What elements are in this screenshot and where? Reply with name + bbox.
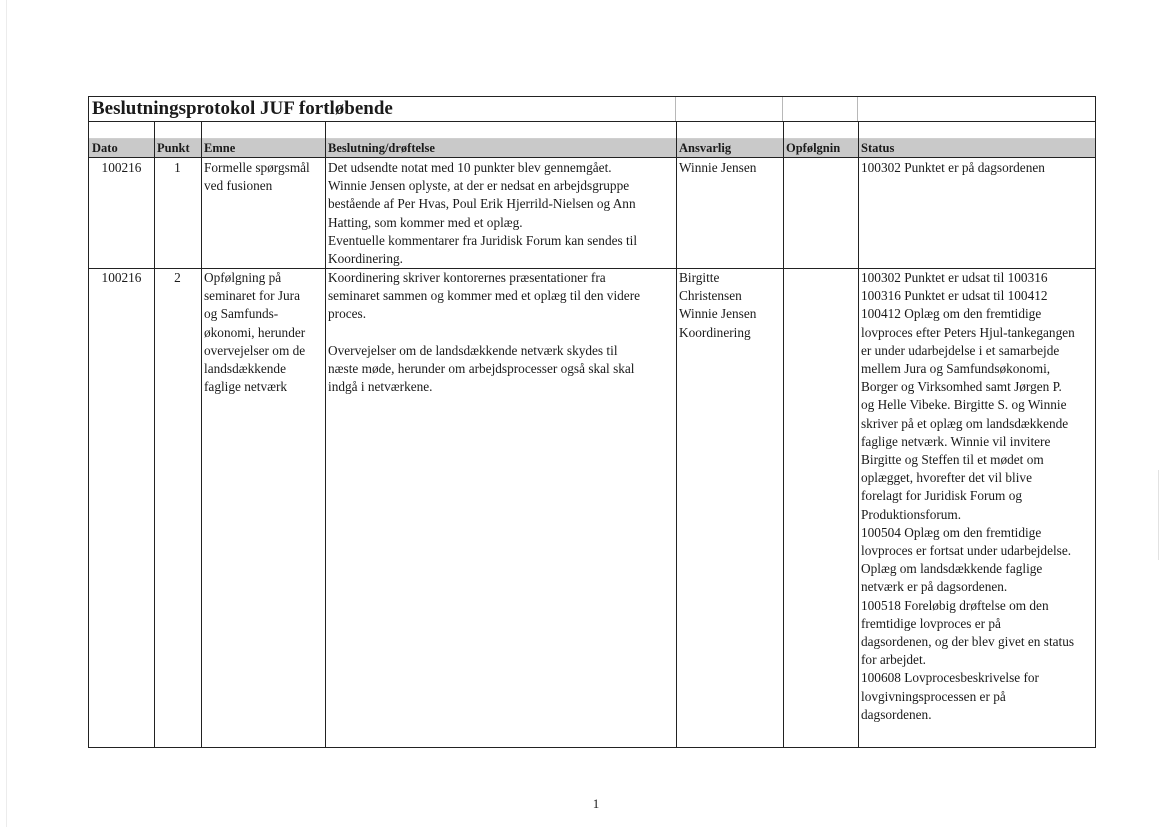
column-divider (201, 121, 202, 747)
column-divider (676, 121, 677, 747)
decision-protocol-table (88, 96, 1096, 748)
column-divider (858, 121, 859, 747)
page-number: 1 (592, 796, 600, 811)
row1-dato: 100216 (101, 160, 142, 175)
header-emne: Emne (204, 141, 236, 155)
column-divider (325, 121, 326, 747)
scan-edge-shadow (1158, 470, 1159, 560)
column-divider (154, 121, 155, 747)
row2-punkt: 2 (174, 270, 181, 285)
scan-edge-shadow (6, 0, 7, 827)
row2-ansvarlig: Birgitte Christensen Winnie Jensen Koordinering (679, 270, 757, 340)
header-beslutning: Beslutning/drøftelse (328, 141, 435, 155)
header-status: Status (861, 141, 895, 155)
row2-emne: Opfølgning på seminaret for Jura og Samfunds- økonomi, herunder overvejelser om de landsdækkende faglige netværk (204, 270, 306, 395)
title-row-divider (782, 97, 783, 121)
title-row-divider (857, 97, 858, 121)
row1-ansvarlig: Winnie Jensen (679, 160, 757, 175)
row1-emne: Formelle spørgsmål ved fusionen (204, 160, 310, 194)
row2-beslutning: Koordinering skriver kontorernes præsentationer fra seminaret sammen og kommer med et oplæg til den videre proces. Overvejelser om de landsdækkende netværk skydes til næste møde, herunder om arbejdsprocesser også skal skal indgå i netværkene. (328, 269, 676, 396)
title-row-divider (675, 97, 676, 121)
header-ansvarlig: Ansvarlig (679, 141, 732, 155)
header-punkt: Punkt (157, 141, 190, 155)
row1-punkt: 1 (174, 160, 181, 175)
row2-dato: 100216 (101, 270, 142, 285)
table-header-row (89, 139, 1095, 158)
table-spacer-row (89, 121, 1095, 139)
blank-line (328, 324, 676, 342)
row1-beslutning: Det udsendte notat med 10 punkter blev gennemgået. Winnie Jensen oplyste, at der er nedsat en arbejdsgruppe bestående af Per Hvas, Poul Erik Hjerrild-Nielsen og Ann Hatting, som kommer med et oplæg. Eventuelle kommentarer fra Juridisk Forum kan sendes til Koordinering. (328, 160, 638, 267)
row2-status: 100302 Punktet er udsat til 100316 100316 Punktet er udsat til 100412 100412 Oplæg om den fremtidige lovproces efter Peters Hjul-tankegangen er under udarbejdelse i et samarbejde mellem Jura og Samfundsøkonomi, Borger og Virksomhed samt Jørgen P. og Helle Vibeke. Birgitte S. og Winnie skriver på et oplæg om landsdækkende faglige netværk. Winnie vil invitere Birgitte og Steffen til et mødet om oplægget, hvorefter det vil blive forelagt for Juridisk Forum og Produktionsforum. 100504 Oplæg om den fremtidige lovproces er fortsat under udarbejdelse. Oplæg om landsdækkende faglige netværk er på dagsordenen. 100518 Foreløbig drøftelse om den fremtidige lovproces er på dagsordenen, og der blev givet en status for arbejdet. 100608 Lovprocesbeskrivelse for lovgivningsprocessen er på dagsordenen. (861, 270, 1075, 722)
column-divider (783, 121, 784, 747)
header-dato: Dato (92, 141, 118, 155)
table-title-row (89, 97, 1095, 122)
row1-status: 100302 Punktet er på dagsordenen (861, 160, 1045, 175)
header-opfoelgning: Opfølgnin (786, 141, 841, 155)
document-title: Beslutningsprotokol JUF fortløbende (92, 98, 393, 119)
